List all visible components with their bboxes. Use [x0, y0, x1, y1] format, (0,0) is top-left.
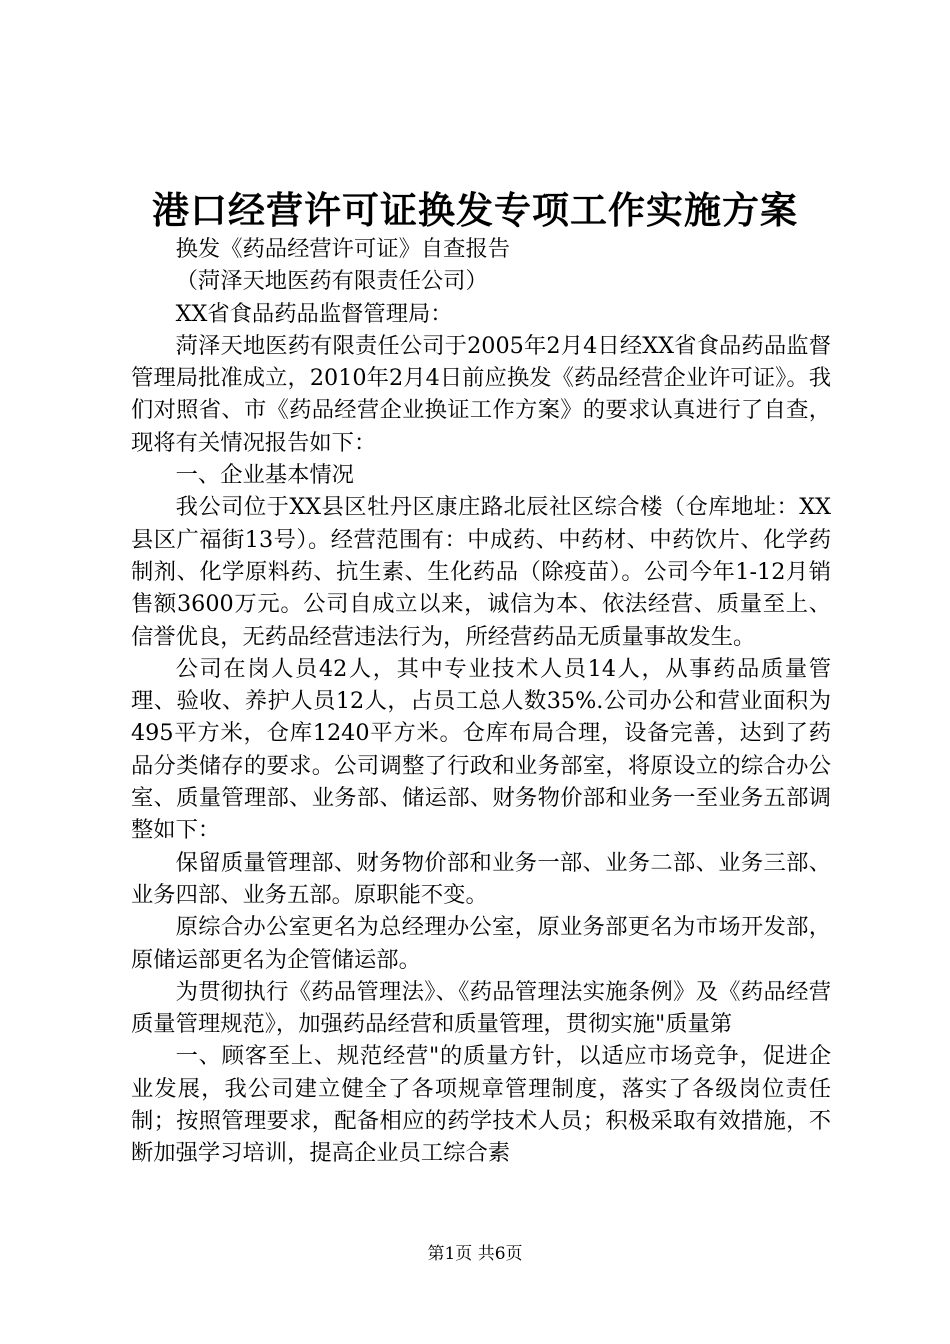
report-heading: 换发《药品经营许可证》自查报告	[175, 236, 511, 262]
page-number-footer: 第1页 共6页	[427, 1244, 523, 1264]
body-paragraph: 菏泽天地医药有限责任公司于2005年2月4日经XX省食品药品监督管理局批准成立，2010年2月4日前应换发《药品经营企业许可证》。我们对照省、市《药品经营企业换证工作方案》的要求认真进行了自查，现将有关情况报告如下：	[131, 332, 831, 456]
body-paragraph: 我公司位于XX县区牡丹区康庄路北辰社区综合楼（仓库地址：XX县区广福街13号）。经营范围有：中成药、中药材、中药饮片、化学药制剂、化学原料药、抗生素、生化药品（除疫苗）。公司今年1-12月销售额3600万元。公司自成立以来，诚信为本、依法经营、质量至上、信誉优良，无药品经营违法行为，所经营药品无质量事故发生。	[131, 494, 831, 650]
body-paragraph: 保留质量管理部、财务物价部和业务一部、业务二部、业务三部、业务四部、业务五部。原职能不变。	[131, 849, 831, 908]
body-paragraph: 原综合办公室更名为总经理办公室，原业务部更名为市场开发部，原储运部更名为企管储运部。	[131, 914, 831, 973]
addressee-line: XX省食品药品监督管理局：	[175, 300, 453, 327]
body-paragraph: 一、顾客至上、规范经营"的质量方针，以适应市场竞争，促进企业发展，我公司建立健全了各项规章管理制度，落实了各级岗位责任制；按照管理要求，配备相应的药学技术人员；积极采取有效措施，不断加强学习培训，提高企业员工综合素	[131, 1043, 831, 1167]
document-title: 港口经营许可证换发专项工作实施方案	[152, 188, 798, 232]
document-body	[131, 233, 831, 1170]
section-heading: 一、企业基本情况	[175, 462, 354, 489]
body-paragraph: 公司在岗人员42人，其中专业技术人员14人，从事药品质量管理、验收、养护人员12人，占员工总人数35%.公司办公和营业面积为495平方米，仓库1240平方米。仓库布局合理，设备完善，达到了药品分类储存的要求。公司调整了行政和业务部室，将原设立的综合办公室、质量管理部、业务部、储运部、财务物价部和业务一至业务五部调整如下：	[131, 655, 831, 844]
company-name-line: （菏泽天地医药有限责任公司）	[175, 268, 488, 295]
body-paragraph: 为贯彻执行《药品管理法》、《药品管理法实施条例》及《药品经营质量管理规范》，加强药品经营和质量管理，贯彻实施"质量第	[131, 978, 831, 1038]
